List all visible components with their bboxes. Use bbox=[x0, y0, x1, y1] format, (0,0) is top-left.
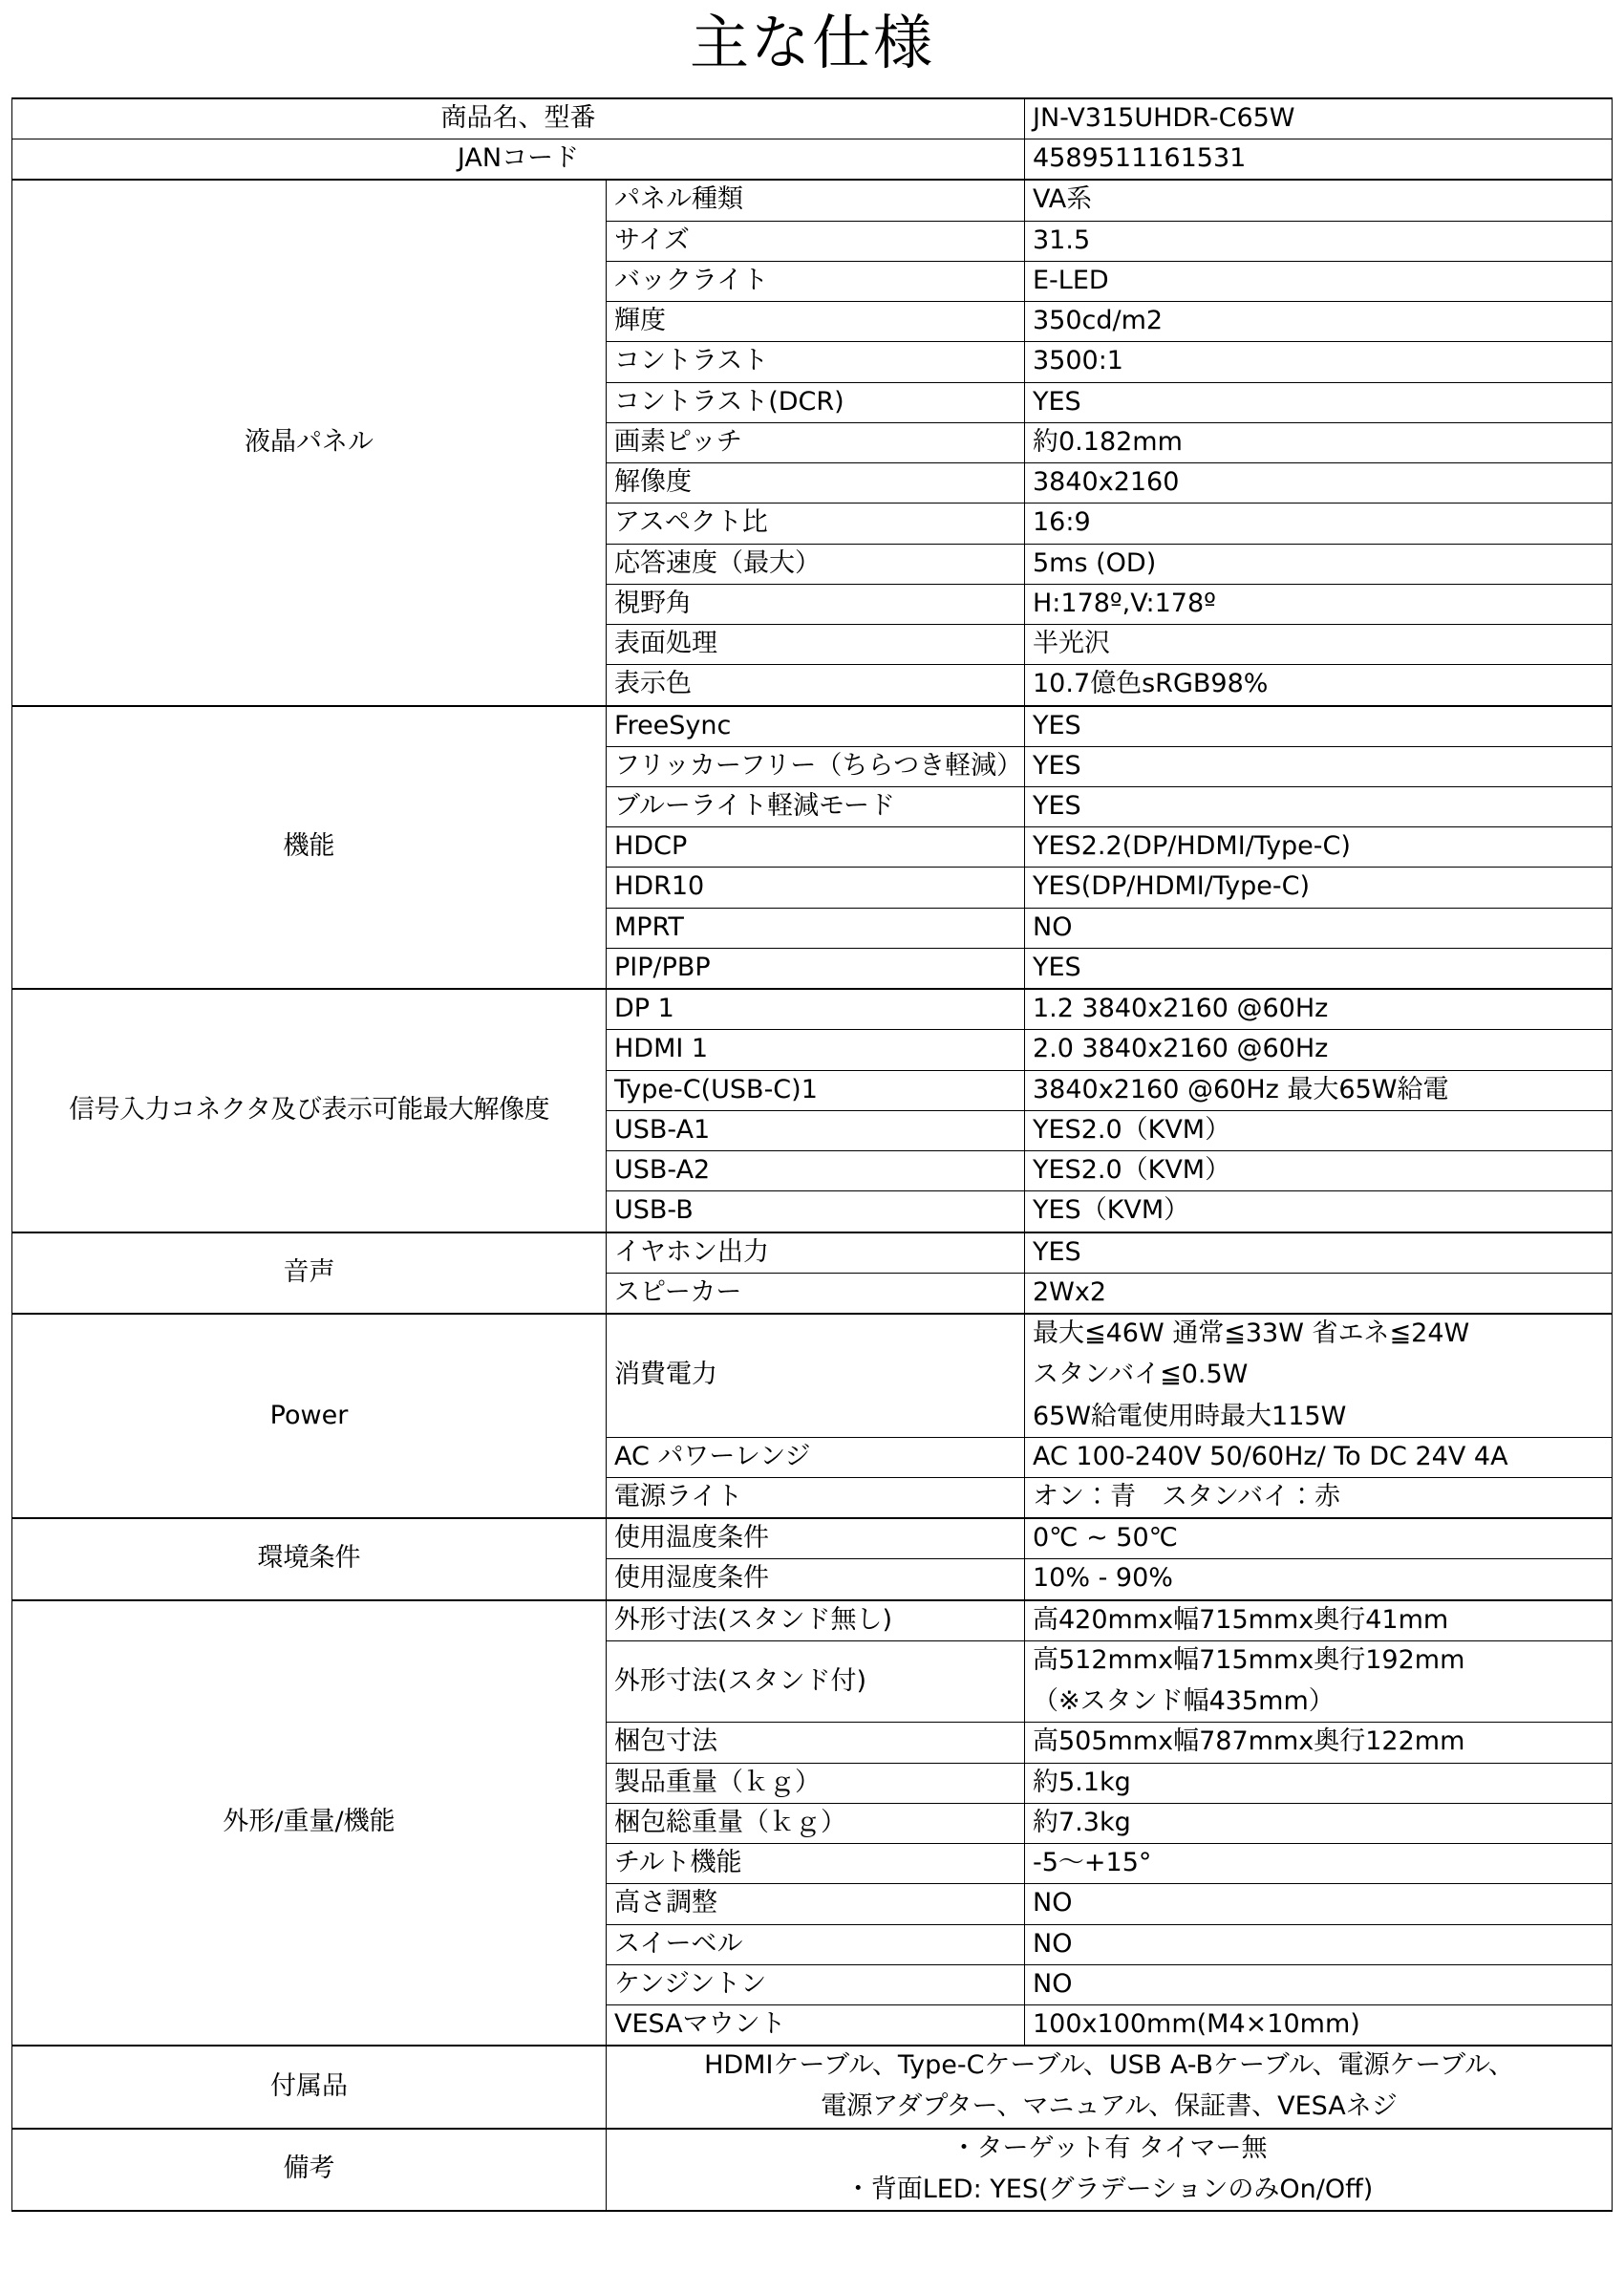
row-value: 10.7億色sRGB98% bbox=[1025, 665, 1613, 706]
section-group-label: 機能 bbox=[12, 706, 607, 990]
row-value: YES bbox=[1025, 786, 1613, 826]
value-line: 高512mmx幅715mmx奥行192mm bbox=[1033, 1644, 1465, 1675]
row-item-label: USB-B bbox=[607, 1191, 1025, 1232]
row-item-label: USB-A2 bbox=[607, 1151, 1025, 1191]
value-line: 65W給電使用時最大115W bbox=[1033, 1401, 1347, 1431]
footer-row-label: 付属品 bbox=[12, 2046, 607, 2128]
row-value: 高420mmx幅715mmx奥行41mm bbox=[1025, 1600, 1613, 1641]
row-value: YES bbox=[1025, 382, 1613, 422]
row-value: 半光沢 bbox=[1025, 625, 1613, 665]
row-value bbox=[1025, 1314, 1613, 1437]
footer-row-value bbox=[607, 2129, 1613, 2211]
row-item-label: FreeSync bbox=[607, 706, 1025, 747]
row-value: 10% - 90% bbox=[1025, 1559, 1613, 1600]
row-item-label: サイズ bbox=[607, 221, 1025, 261]
row-item-label: 外形寸法(スタンド無し) bbox=[607, 1600, 1025, 1641]
row-value: 3840x2160 @60Hz 最大65W給電 bbox=[1025, 1070, 1613, 1110]
row-value: NO bbox=[1025, 908, 1613, 948]
section-group-label: 液晶パネル bbox=[12, 180, 607, 705]
row-item-label: Type-C(USB-C)1 bbox=[607, 1070, 1025, 1110]
row-item-label: 梱包総重量（ｋｇ） bbox=[607, 1803, 1025, 1843]
row-label: JANコード bbox=[12, 139, 1025, 181]
row-value: VA系 bbox=[1025, 180, 1613, 221]
row-item-label: HDCP bbox=[607, 827, 1025, 868]
row-value: 4589511161531 bbox=[1025, 139, 1613, 181]
value-line: 最大≦46W 通常≦33W 省エネ≦24W bbox=[1033, 1318, 1470, 1349]
row-value: YES bbox=[1025, 746, 1613, 786]
row-item-label: HDMI 1 bbox=[607, 1030, 1025, 1070]
row-label: 商品名、型番 bbox=[12, 98, 1025, 139]
row-item-label: コントラスト bbox=[607, 342, 1025, 382]
row-value: YES bbox=[1025, 948, 1613, 989]
row-item-label: バックライト bbox=[607, 261, 1025, 301]
row-value: NO bbox=[1025, 1884, 1613, 1924]
row-value: 100x100mm(M4×10mm) bbox=[1025, 2005, 1613, 2047]
row-value: YES(DP/HDMI/Type-C) bbox=[1025, 868, 1613, 908]
row-value: 3500:1 bbox=[1025, 342, 1613, 382]
table-row bbox=[12, 1600, 1613, 1641]
row-value: NO bbox=[1025, 1924, 1613, 1964]
row-value: オン：青 スタンバイ：赤 bbox=[1025, 1477, 1613, 1518]
footer-row-value bbox=[607, 2046, 1613, 2128]
row-item-label: チルト機能 bbox=[607, 1844, 1025, 1884]
row-value: AC 100-240V 50/60Hz/ To DC 24V 4A bbox=[1025, 1437, 1613, 1477]
row-item-label: 視野角 bbox=[607, 584, 1025, 624]
row-item-label: 使用温度条件 bbox=[607, 1518, 1025, 1559]
value-line: スタンバイ≦0.5W bbox=[1033, 1360, 1249, 1390]
row-item-label: ケンジントン bbox=[607, 1964, 1025, 2004]
table-row bbox=[12, 180, 1613, 221]
row-item-label: 輝度 bbox=[607, 302, 1025, 342]
row-value: NO bbox=[1025, 1964, 1613, 2004]
row-value: YES2.2(DP/HDMI/Type-C) bbox=[1025, 827, 1613, 868]
row-item-label: ブルーライト軽減モード bbox=[607, 786, 1025, 826]
value-line: ・ターゲット有 タイマー無 bbox=[951, 2132, 1268, 2163]
row-item-label: アスペクト比 bbox=[607, 504, 1025, 544]
row-value: 約0.182mm bbox=[1025, 422, 1613, 462]
row-item-label: 梱包寸法 bbox=[607, 1723, 1025, 1763]
table-row bbox=[12, 2129, 1613, 2211]
page-title: 主な仕様 bbox=[689, 8, 934, 77]
row-value: YES bbox=[1025, 1232, 1613, 1274]
row-item-label: MPRT bbox=[607, 908, 1025, 948]
value-line: 電源アダプター、マニュアル、保証書、VESAネジ bbox=[821, 2091, 1398, 2122]
row-item-label: 表示色 bbox=[607, 665, 1025, 706]
row-value: 0℃ ~ 50℃ bbox=[1025, 1518, 1613, 1559]
row-item-label: コントラスト(DCR) bbox=[607, 382, 1025, 422]
row-item-label: 解像度 bbox=[607, 463, 1025, 504]
spec-table-body bbox=[12, 98, 1613, 2211]
value-line: ・背面LED: YES(グラデーションのみOn/Off) bbox=[844, 2174, 1374, 2204]
row-item-label: USB-A1 bbox=[607, 1110, 1025, 1150]
row-item-label: DP 1 bbox=[607, 989, 1025, 1030]
row-value: 約5.1kg bbox=[1025, 1763, 1613, 1803]
spec-table-container bbox=[0, 97, 1624, 2212]
row-value: 31.5 bbox=[1025, 221, 1613, 261]
value-line: （※スタンド幅435mm） bbox=[1033, 1686, 1335, 1717]
row-item-label: 電源ライト bbox=[607, 1477, 1025, 1518]
row-item-label: VESAマウント bbox=[607, 2005, 1025, 2047]
row-value: 5ms (OD) bbox=[1025, 544, 1613, 584]
row-value bbox=[1025, 1640, 1613, 1722]
row-value: JN-V315UHDR-C65W bbox=[1025, 98, 1613, 139]
row-value: 高505mmx幅787mmx奥行122mm bbox=[1025, 1723, 1613, 1763]
row-item-label: 外形寸法(スタンド付) bbox=[607, 1640, 1025, 1722]
row-value: YES2.0（KVM） bbox=[1025, 1110, 1613, 1150]
table-row bbox=[12, 989, 1613, 1030]
row-value: 1.2 3840x2160 @60Hz bbox=[1025, 989, 1613, 1030]
table-row bbox=[12, 139, 1613, 181]
table-row bbox=[12, 98, 1613, 139]
row-value: 約7.3kg bbox=[1025, 1803, 1613, 1843]
section-group-label: 信号入力コネクタ及び表示可能最大解像度 bbox=[12, 989, 607, 1232]
row-item-label: パネル種類 bbox=[607, 180, 1025, 221]
row-item-label: 画素ピッチ bbox=[607, 422, 1025, 462]
row-value: 350cd/m2 bbox=[1025, 302, 1613, 342]
row-item-label: スピーカー bbox=[607, 1273, 1025, 1314]
row-value: E-LED bbox=[1025, 261, 1613, 301]
row-item-label: 使用湿度条件 bbox=[607, 1559, 1025, 1600]
value-line: HDMIケーブル、Type-Cケーブル、USB A-Bケーブル、電源ケーブル、 bbox=[704, 2050, 1514, 2081]
row-value: 16:9 bbox=[1025, 504, 1613, 544]
row-item-label: スイーベル bbox=[607, 1924, 1025, 1964]
table-row bbox=[12, 1314, 1613, 1437]
table-row bbox=[12, 1232, 1613, 1274]
footer-row-label: 備考 bbox=[12, 2129, 607, 2211]
row-value: -5〜+15° bbox=[1025, 1844, 1613, 1884]
table-row bbox=[12, 2046, 1613, 2128]
section-group-label: 音声 bbox=[12, 1232, 607, 1314]
row-item-label: 応答速度（最大） bbox=[607, 544, 1025, 584]
row-value: 2.0 3840x2160 @60Hz bbox=[1025, 1030, 1613, 1070]
row-item-label: HDR10 bbox=[607, 868, 1025, 908]
specifications-table bbox=[11, 97, 1613, 2212]
row-item-label: 表面処理 bbox=[607, 625, 1025, 665]
section-group-label: Power bbox=[12, 1314, 607, 1518]
row-value: 3840x2160 bbox=[1025, 463, 1613, 504]
row-item-label: AC パワーレンジ bbox=[607, 1437, 1025, 1477]
row-value: H:178º,V:178º bbox=[1025, 584, 1613, 624]
row-item-label: フリッカーフリー（ちらつき軽減） bbox=[607, 746, 1025, 786]
row-item-label: 消費電力 bbox=[607, 1314, 1025, 1437]
row-value: YES bbox=[1025, 706, 1613, 747]
table-row bbox=[12, 1518, 1613, 1559]
row-item-label: イヤホン出力 bbox=[607, 1232, 1025, 1274]
section-group-label: 外形/重量/機能 bbox=[12, 1600, 607, 2047]
row-item-label: 製品重量（ｋｇ） bbox=[607, 1763, 1025, 1803]
row-item-label: 高さ調整 bbox=[607, 1884, 1025, 1924]
row-item-label: PIP/PBP bbox=[607, 948, 1025, 989]
row-value: YES2.0（KVM） bbox=[1025, 1151, 1613, 1191]
section-group-label: 環境条件 bbox=[12, 1518, 607, 1599]
table-row bbox=[12, 706, 1613, 747]
row-value: YES（KVM） bbox=[1025, 1191, 1613, 1232]
row-value: 2Wx2 bbox=[1025, 1273, 1613, 1314]
